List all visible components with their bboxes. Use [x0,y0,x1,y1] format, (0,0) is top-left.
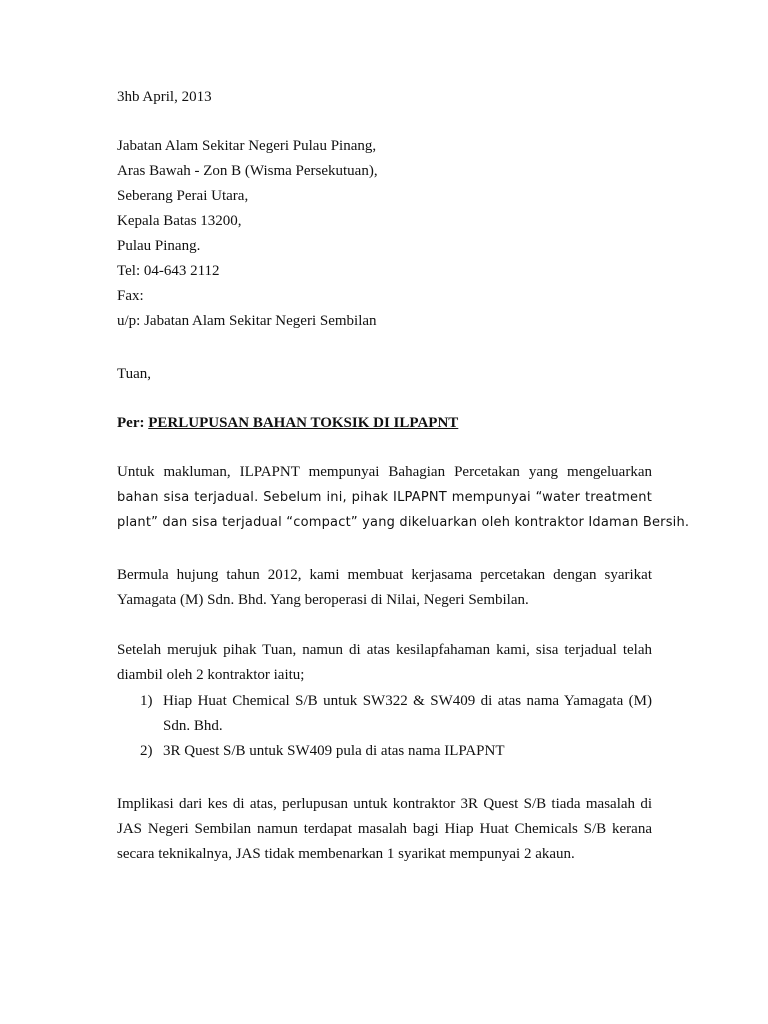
address-line: Jabatan Alam Sekitar Negeri Pulau Pinang, [117,138,377,154]
paragraph-line: bahan sisa terjadual. Sebelum ini, pihak ILPAPNT mempunyai “water treatment [117,490,652,505]
list-number: 2) [140,743,153,759]
telephone-line: Tel: 04-643 2112 [117,263,220,279]
letter-date: 3hb April, 2013 [117,89,212,105]
subject-line [117,414,458,432]
subject-title: PERLUPUSAN BAHAN TOKSIK DI ILPAPNT [148,415,459,431]
list-text: 3R Quest S/B untuk SW409 pula di atas nama ILPAPNT [163,743,505,759]
address-line: Aras Bawah - Zon B (Wisma Persekutuan), [117,163,378,179]
paragraph-line: Untuk makluman, ILPAPNT mempunyai Bahagian Percetakan yang mengeluarkan [117,464,652,480]
paragraph-line: Bermula hujung tahun 2012, kami membuat kerjasama percetakan dengan syarikat [117,567,652,583]
list-number: 1) [140,693,153,709]
paragraph-line: Yamagata (M) Sdn. Bhd. Yang beroperasi di Nilai, Negeri Sembilan. [117,592,529,608]
attention-line: u/p: Jabatan Alam Sekitar Negeri Sembilan [117,313,377,329]
fax-line: Fax: [117,288,144,304]
address-line: Pulau Pinang. [117,238,201,254]
list-text: Hiap Huat Chemical S/B untuk SW322 & SW409 di atas nama Yamagata (M) [163,693,652,709]
paragraph-line: Setelah merujuk pihak Tuan, namun di atas kesilapfahaman kami, sisa terjadual telah [117,642,652,658]
subject-prefix: Per: [117,415,145,431]
paragraph-line: Implikasi dari kes di atas, perlupusan untuk kontraktor 3R Quest S/B tiada masalah di [117,796,652,812]
paragraph-line: plant” dan sisa terjadual “compact” yang dikeluarkan oleh kontraktor Idaman Bersih. [117,515,690,530]
salutation: Tuan, [117,366,152,382]
paragraph-line: secara teknikalnya, JAS tidak membenarkan 1 syarikat mempunyai 2 akaun. [117,846,575,862]
paragraph-line: JAS Negeri Sembilan namun terdapat masalah bagi Hiap Huat Chemicals S/B kerana [117,821,652,837]
address-line: Kepala Batas 13200, [117,213,242,229]
address-line: Seberang Perai Utara, [117,188,249,204]
paragraph-line: diambil oleh 2 kontraktor iaitu; [117,667,305,683]
list-text: Sdn. Bhd. [163,718,223,734]
